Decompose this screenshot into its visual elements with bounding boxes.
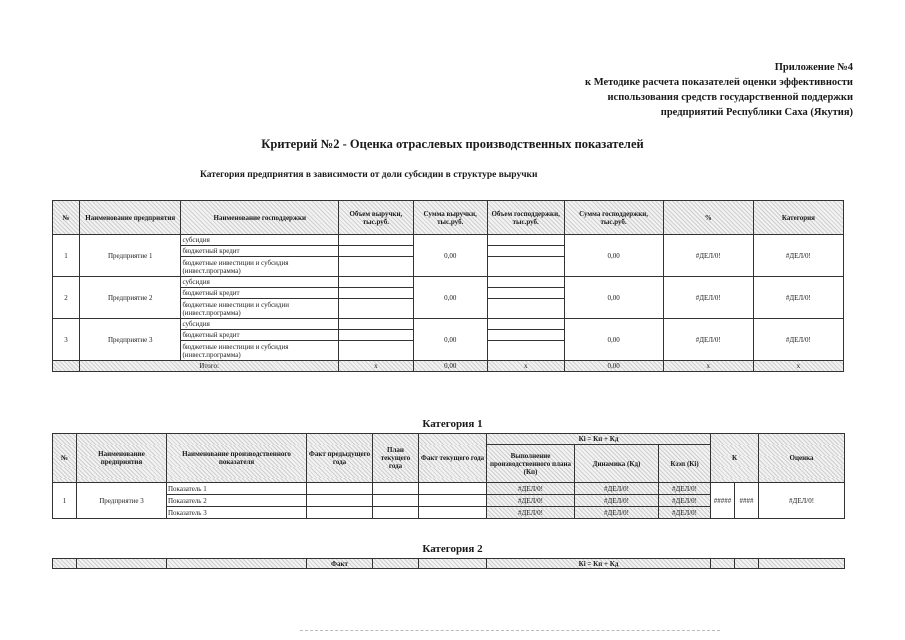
indicator-label: Показатель 1 [167,483,307,495]
kp-value: #ДЕЛ/0! [487,495,575,507]
support-type: бюджетный кредит [181,330,339,341]
support-type: бюджетный кредит [181,288,339,299]
appendix-line: к Методике расчета показателей оценки эффективности [585,77,853,88]
cell [339,330,413,341]
indicator-label: Показатель 3 [167,507,307,519]
cell [487,246,564,257]
support-type: субсидия [181,235,339,246]
support-sum: 0,00 [564,277,663,319]
percent: #ДЕЛ/0! [663,319,753,361]
category-subtitle: Категория предприятия в зависимости от доли субсидии в структуре выручки [200,170,538,180]
row-num: 1 [53,483,77,519]
header-fact-prev: Факт предыдущего года [307,434,373,483]
category-2-table [52,558,845,569]
cell [419,483,487,495]
cell [167,559,307,569]
header-fact: Факт [307,559,373,569]
cell [419,507,487,519]
kd-value: #ДЕЛ/0! [575,507,659,519]
cell [759,559,845,569]
revenue-sum: 0,00 [413,235,487,277]
category: #ДЕЛ/0! [753,235,843,277]
cell [53,559,77,569]
row-num: 3 [53,319,80,361]
cell [419,559,487,569]
header-indicator: Наименование производственного показателя [167,434,307,483]
table-row [53,483,845,495]
support-type: бюджетный кредит [181,246,339,257]
support-type: субсидия [181,319,339,330]
header-k: К [711,434,759,483]
percent: #ДЕЛ/0! [663,277,753,319]
support-sum: 0,00 [564,319,663,361]
header-fact-cur: Факт текущего года [419,434,487,483]
cell [487,288,564,299]
total-percent: x [663,361,753,372]
kp-value: #ДЕЛ/0! [487,507,575,519]
header-support-sum: Сумма господдержки, тыс.руб. [564,201,663,235]
cell [487,299,564,319]
section-title-category-1: Категория 1 [422,418,483,430]
appendix-line: предприятий Республики Саха (Якутия) [660,107,853,118]
cell [487,277,564,288]
k-value-1: ##### [711,483,735,519]
row-name: Предприятие 3 [77,483,167,519]
ki-value: #ДЕЛ/0! [659,495,711,507]
kd-value: #ДЕЛ/0! [575,495,659,507]
appendix-line: Приложение №4 [774,62,853,73]
section-title-category-2: Категория 2 [422,543,483,555]
support-type: бюджетные инвестиции и субсидия (инвест.программа) [181,341,339,361]
category-1-table [52,433,845,519]
total-category: x [753,361,843,372]
header-percent: % [663,201,753,235]
ki-value: #ДЕЛ/0! [659,483,711,495]
support-type: бюджетные инвестиции и субсидии (инвест.программа) [181,299,339,319]
percent: #ДЕЛ/0! [663,235,753,277]
kd-value: #ДЕЛ/0! [575,483,659,495]
indicator-label: Показатель 2 [167,495,307,507]
cell [487,330,564,341]
cell [307,507,373,519]
header-plan-cur: План текущего года [373,434,419,483]
cell [487,341,564,361]
cell [339,246,413,257]
header-score: Оценка [759,434,845,483]
support-type: субсидия [181,277,339,288]
support-sum: 0,00 [564,235,663,277]
total-revenue-volume: x [339,361,413,372]
scan-artifact [300,630,720,633]
cell [711,559,735,569]
cell [735,559,759,569]
total-support-sum: 0,00 [564,361,663,372]
cell [307,483,373,495]
cell [53,361,80,372]
row-num: 1 [53,235,80,277]
header-formula: Кi = Кп + Кд [487,434,711,445]
score-value: #ДЕЛ/0! [759,483,845,519]
total-support-volume: x [487,361,564,372]
header-name: Наименование предприятия [77,434,167,483]
header-ki: Кзэп (Кi) [659,445,711,483]
revenue-sum: 0,00 [413,319,487,361]
cell [373,483,419,495]
row-num: 2 [53,277,80,319]
table-row [53,319,844,330]
header-kd: Динамика (Кд) [575,445,659,483]
document-title: Критерий №2 - Оценка отраслевых производственных показателей [261,137,644,151]
cell [487,235,564,246]
appendix-block [585,60,853,120]
header-num: № [53,434,77,483]
k-value-2: #### [735,483,759,519]
cell [339,341,413,361]
table-row [53,277,844,288]
cell [373,559,419,569]
header-support: Наименование господдержки [181,201,339,235]
cell [373,495,419,507]
cell [339,299,413,319]
appendix-line: использования средств государственной поддержки [607,92,853,103]
category: #ДЕЛ/0! [753,277,843,319]
cell [487,319,564,330]
kp-value: #ДЕЛ/0! [487,483,575,495]
total-revenue-sum: 0,00 [413,361,487,372]
row-name: Предприятие 1 [80,235,181,277]
row-name: Предприятие 3 [80,319,181,361]
cell [339,288,413,299]
table-row [53,235,844,246]
cell [307,495,373,507]
total-row [53,361,844,372]
cell [339,319,413,330]
header-category: Категория [753,201,843,235]
header-name: Наименование предприятия [80,201,181,235]
cell [339,257,413,277]
revenue-sum: 0,00 [413,277,487,319]
header-num: № [53,201,80,235]
cell [419,495,487,507]
header-kp: Выполнение производственного плана (Кп) [487,445,575,483]
cell [77,559,167,569]
header-revenue-volume: Объем выручки, тыс.руб. [339,201,413,235]
total-label: Итого: [80,361,339,372]
cell [487,257,564,277]
ki-value: #ДЕЛ/0! [659,507,711,519]
row-name: Предприятие 2 [80,277,181,319]
category: #ДЕЛ/0! [753,319,843,361]
subsidy-share-table [52,200,844,372]
header-formula: Кi = Кп + Кд [487,559,711,569]
cell [373,507,419,519]
support-type: бюджетные инвестиции и субсидия (инвест.программа) [181,257,339,277]
cell [339,277,413,288]
header-support-volume: Объем господдержки, тыс.руб. [487,201,564,235]
header-revenue-sum: Сумма выручки, тыс.руб. [413,201,487,235]
cell [339,235,413,246]
